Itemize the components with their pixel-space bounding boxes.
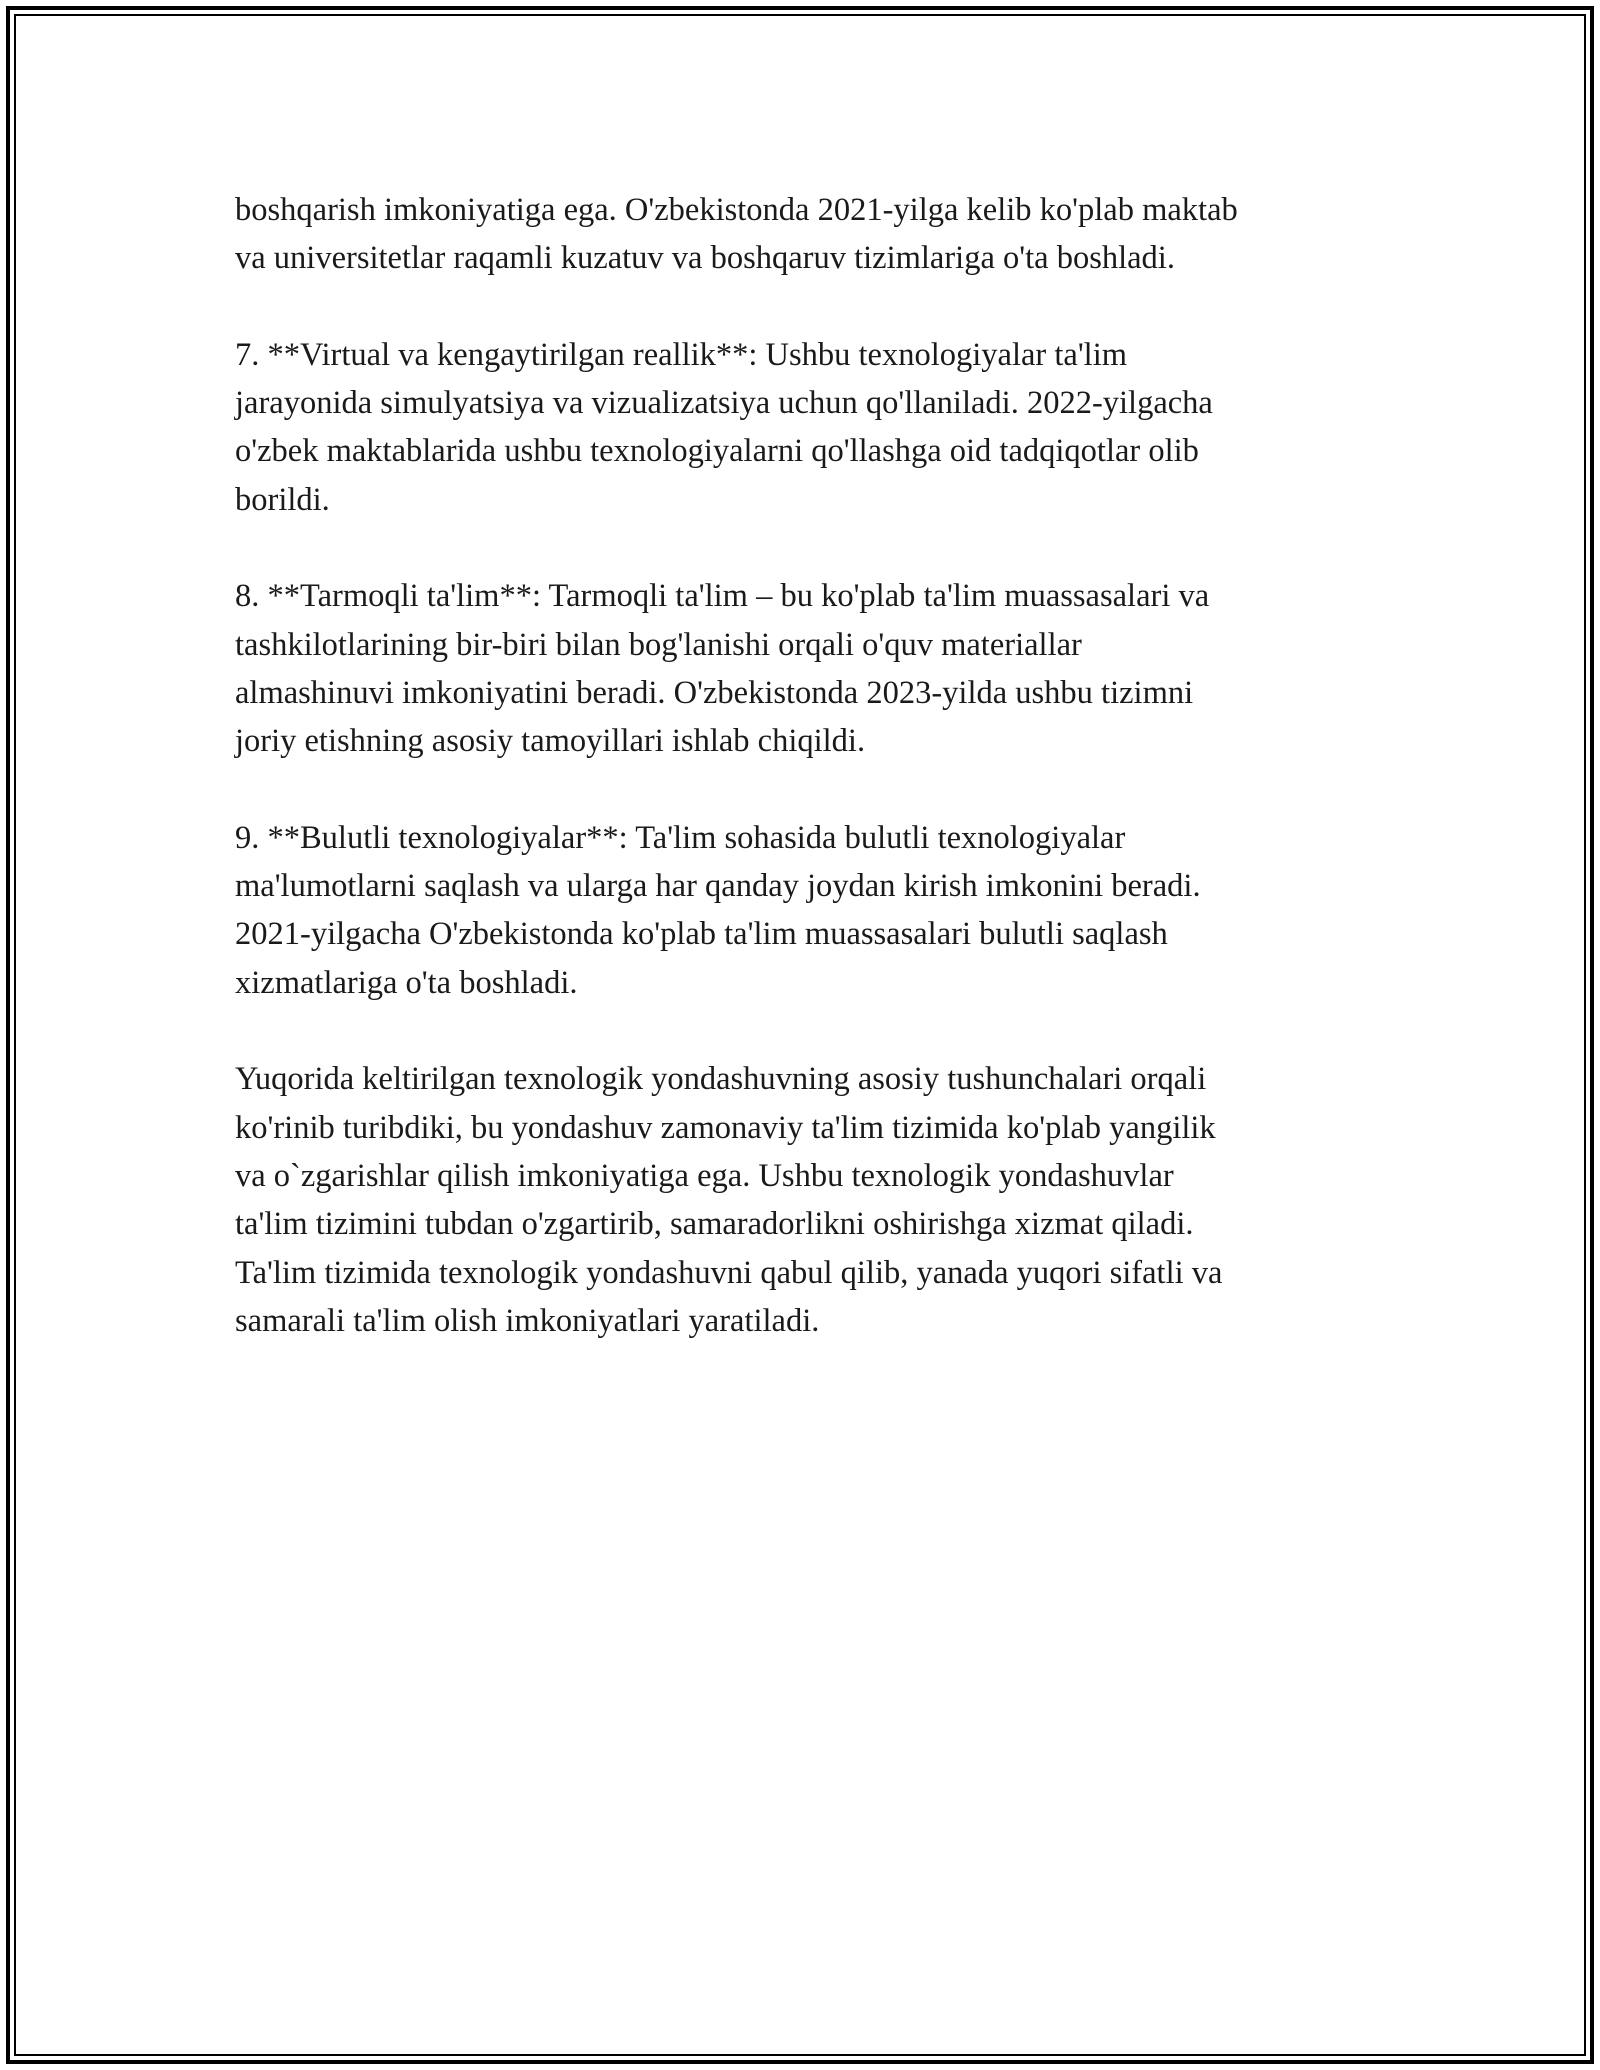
text-line: tashkilotlarining bir-biri bilan bog'lanishi orqali o'quv materiallar <box>235 626 1082 663</box>
paragraph-conclusion <box>235 1055 1385 1345</box>
text-line: boshqarish imkoniyatiga ega. O'zbekistonda 2021-yilga kelib ko'plab maktab <box>235 192 1238 228</box>
text-line: samarali ta'lim olish imkoniyatlari yaratiladi. <box>235 1302 820 1339</box>
text-line: Ta'lim tizimida texnologik yondashuvni qabul qilib, yanada yuqori sifatli va <box>235 1254 1223 1291</box>
paragraph-item-9 <box>235 814 1385 1007</box>
text-line: xizmatlariga o'ta boshladi. <box>235 964 578 1001</box>
text-line: jarayonida simulyatsiya va vizualizatsiya uchun qo'llaniladi. 2022-yilgacha <box>235 385 1213 422</box>
text-line: 2021-yilgacha O'zbekistonda ko'plab ta'lim muassasalari bulutli saqlash <box>235 916 1168 953</box>
text-line: 9. **Bulutli texnologiyalar**: Ta'lim sohasida bulutli texnologiyalar <box>235 819 1126 856</box>
text-line: ta'lim tizimini tubdan o'zgartirib, samaradorlikni oshirishga xizmat qiladi. <box>235 1206 1194 1243</box>
text-line: Yuqorida keltirilgan texnologik yondashuvning asosiy tushunchalari orqali <box>235 1061 1207 1098</box>
text-line: joriy etishning asosiy tamoyillari ishlab chiqildi. <box>235 723 866 760</box>
document-body <box>235 186 1385 1393</box>
text-line: borildi. <box>235 481 330 518</box>
text-line: almashinuvi imkoniyatini beradi. O'zbekistonda 2023-yilda ushbu tizimni <box>235 674 1194 711</box>
paragraph-intro-continuation <box>235 186 1385 283</box>
text-line: va o`zgarishlar qilish imkoniyatiga ega. Ushbu texnologik yondashuvlar <box>235 1157 1174 1194</box>
text-line: va universitetlar raqamli kuzatuv va boshqaruv tizimlariga o'ta boshladi. <box>235 240 1175 277</box>
paragraph-item-8 <box>235 572 1385 765</box>
text-line: 8. **Tarmoqli ta'lim**: Tarmoqli ta'lim – bu ko'plab ta'lim muassasalari va <box>235 578 1210 615</box>
text-line: o'zbek maktablarida ushbu texnologiyalarni qo'llashga oid tadqiqotlar olib <box>235 433 1199 470</box>
text-line: ma'lumotlarni saqlash va ularga har qanday joydan kirish imkonini beradi. <box>235 868 1201 905</box>
paragraph-item-7 <box>235 331 1385 524</box>
text-line: 7. **Virtual va kengaytirilgan reallik**: Ushbu texnologiyalar ta'lim <box>235 336 1128 373</box>
text-line: ko'rinib turibdiki, bu yondashuv zamonaviy ta'lim tizimida ko'plab yangilik <box>235 1109 1216 1146</box>
